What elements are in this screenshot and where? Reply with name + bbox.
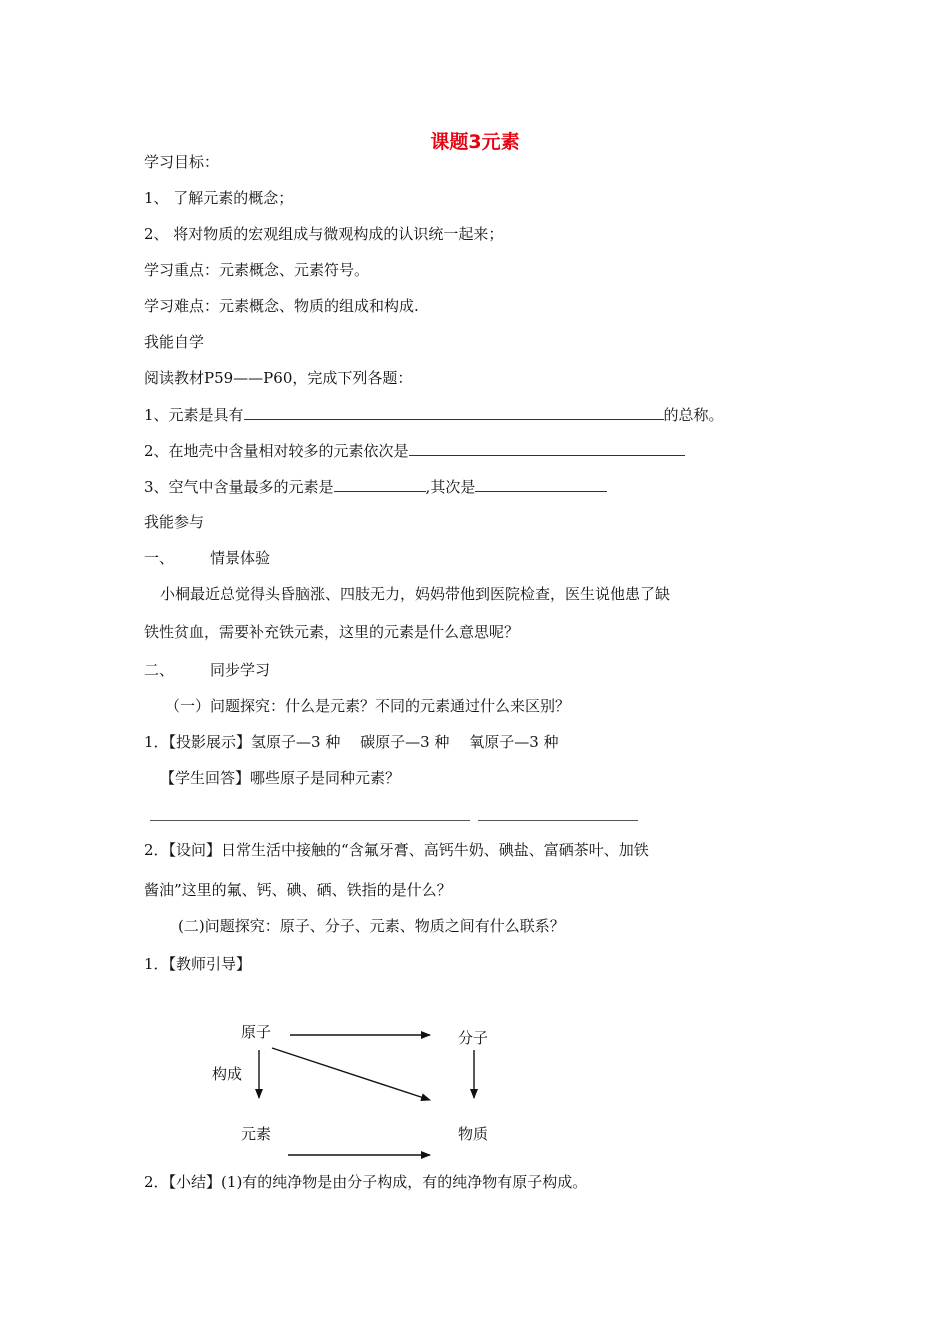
question-1-prefix: 1、元素是具有 (144, 406, 244, 424)
question-item-2-line-2: 酱油”这里的氟、钙、碘、硒、铁指的是什么？ (144, 881, 452, 899)
page-title: 课题3元素 (430, 131, 520, 153)
student-answer-prompt: 【学生回答】哪些原子是同种元素？ (160, 769, 401, 787)
self-study-heading: 我能自学 (144, 333, 205, 351)
section-2-number: 二、 (144, 661, 175, 679)
arrow-atom-to-substance (272, 1048, 430, 1100)
diagram-molecule-label: 分子 (458, 1029, 489, 1047)
question-1-suffix: 的总称。 (663, 406, 724, 424)
inquiry-2: (二)问题探究：原子、分子、元素、物质之间有什么联系？ (178, 917, 565, 935)
diagram-atom-label: 原子 (241, 1023, 272, 1041)
question-item-2-line-1: 2．【设问】日常生活中接触的“含氟牙膏、高钙牛奶、碘盐、富硒茶叶、加铁 (144, 841, 649, 859)
diagram-substance-label: 物质 (458, 1125, 489, 1143)
question-3-prefix: 3、空气中含量最多的元素是 (144, 478, 334, 496)
summary: 2．【小结】(1)有的纯净物是由分子构成，有的纯净物有原子构成。 (144, 1173, 588, 1191)
projection-item: 1．【投影展示】氢原子—3 种 碳原子—3 种 氧原子—3 种 (144, 733, 559, 751)
diagram-constitute-label: 构成 (212, 1065, 243, 1083)
participate-heading: 我能参与 (144, 513, 205, 531)
inquiry-1: （一）问题探究：什么是元素？不同的元素通过什么来区别？ (165, 697, 571, 715)
scenario-line-1: 小桐最近总觉得头昏脑涨、四肢无力，妈妈带他到医院检查，医生说他患了缺 (160, 585, 671, 603)
teacher-guide: 1．【教师引导】 (144, 955, 252, 973)
key-points: 学习重点：元素概念、元素符号。 (144, 261, 370, 279)
section-2-title: 同步学习 (210, 661, 271, 679)
section-1-number: 一、 (144, 549, 175, 567)
goal-item-2: 2、 将对物质的宏观组成与微观构成的认识统一起来； (144, 225, 504, 243)
difficulties: 学习难点：元素概念、物质的组成和构成. (144, 297, 419, 315)
question-2-prefix: 2、在地壳中含量相对较多的元素依次是 (144, 442, 409, 460)
diagram-element-label: 元素 (241, 1125, 272, 1143)
section-1-title: 情景体验 (210, 549, 271, 567)
question-3-middle: ,其次是 (425, 478, 476, 496)
reading-instruction: 阅读教材P59——P60，完成下列各题： (144, 369, 413, 387)
scenario-line-2: 铁性贫血，需要补充铁元素，这里的元素是什么意思呢？ (144, 623, 520, 641)
goal-item-1: 1、 了解元素的概念； (144, 189, 294, 207)
learning-goals-heading: 学习目标： (144, 153, 220, 171)
